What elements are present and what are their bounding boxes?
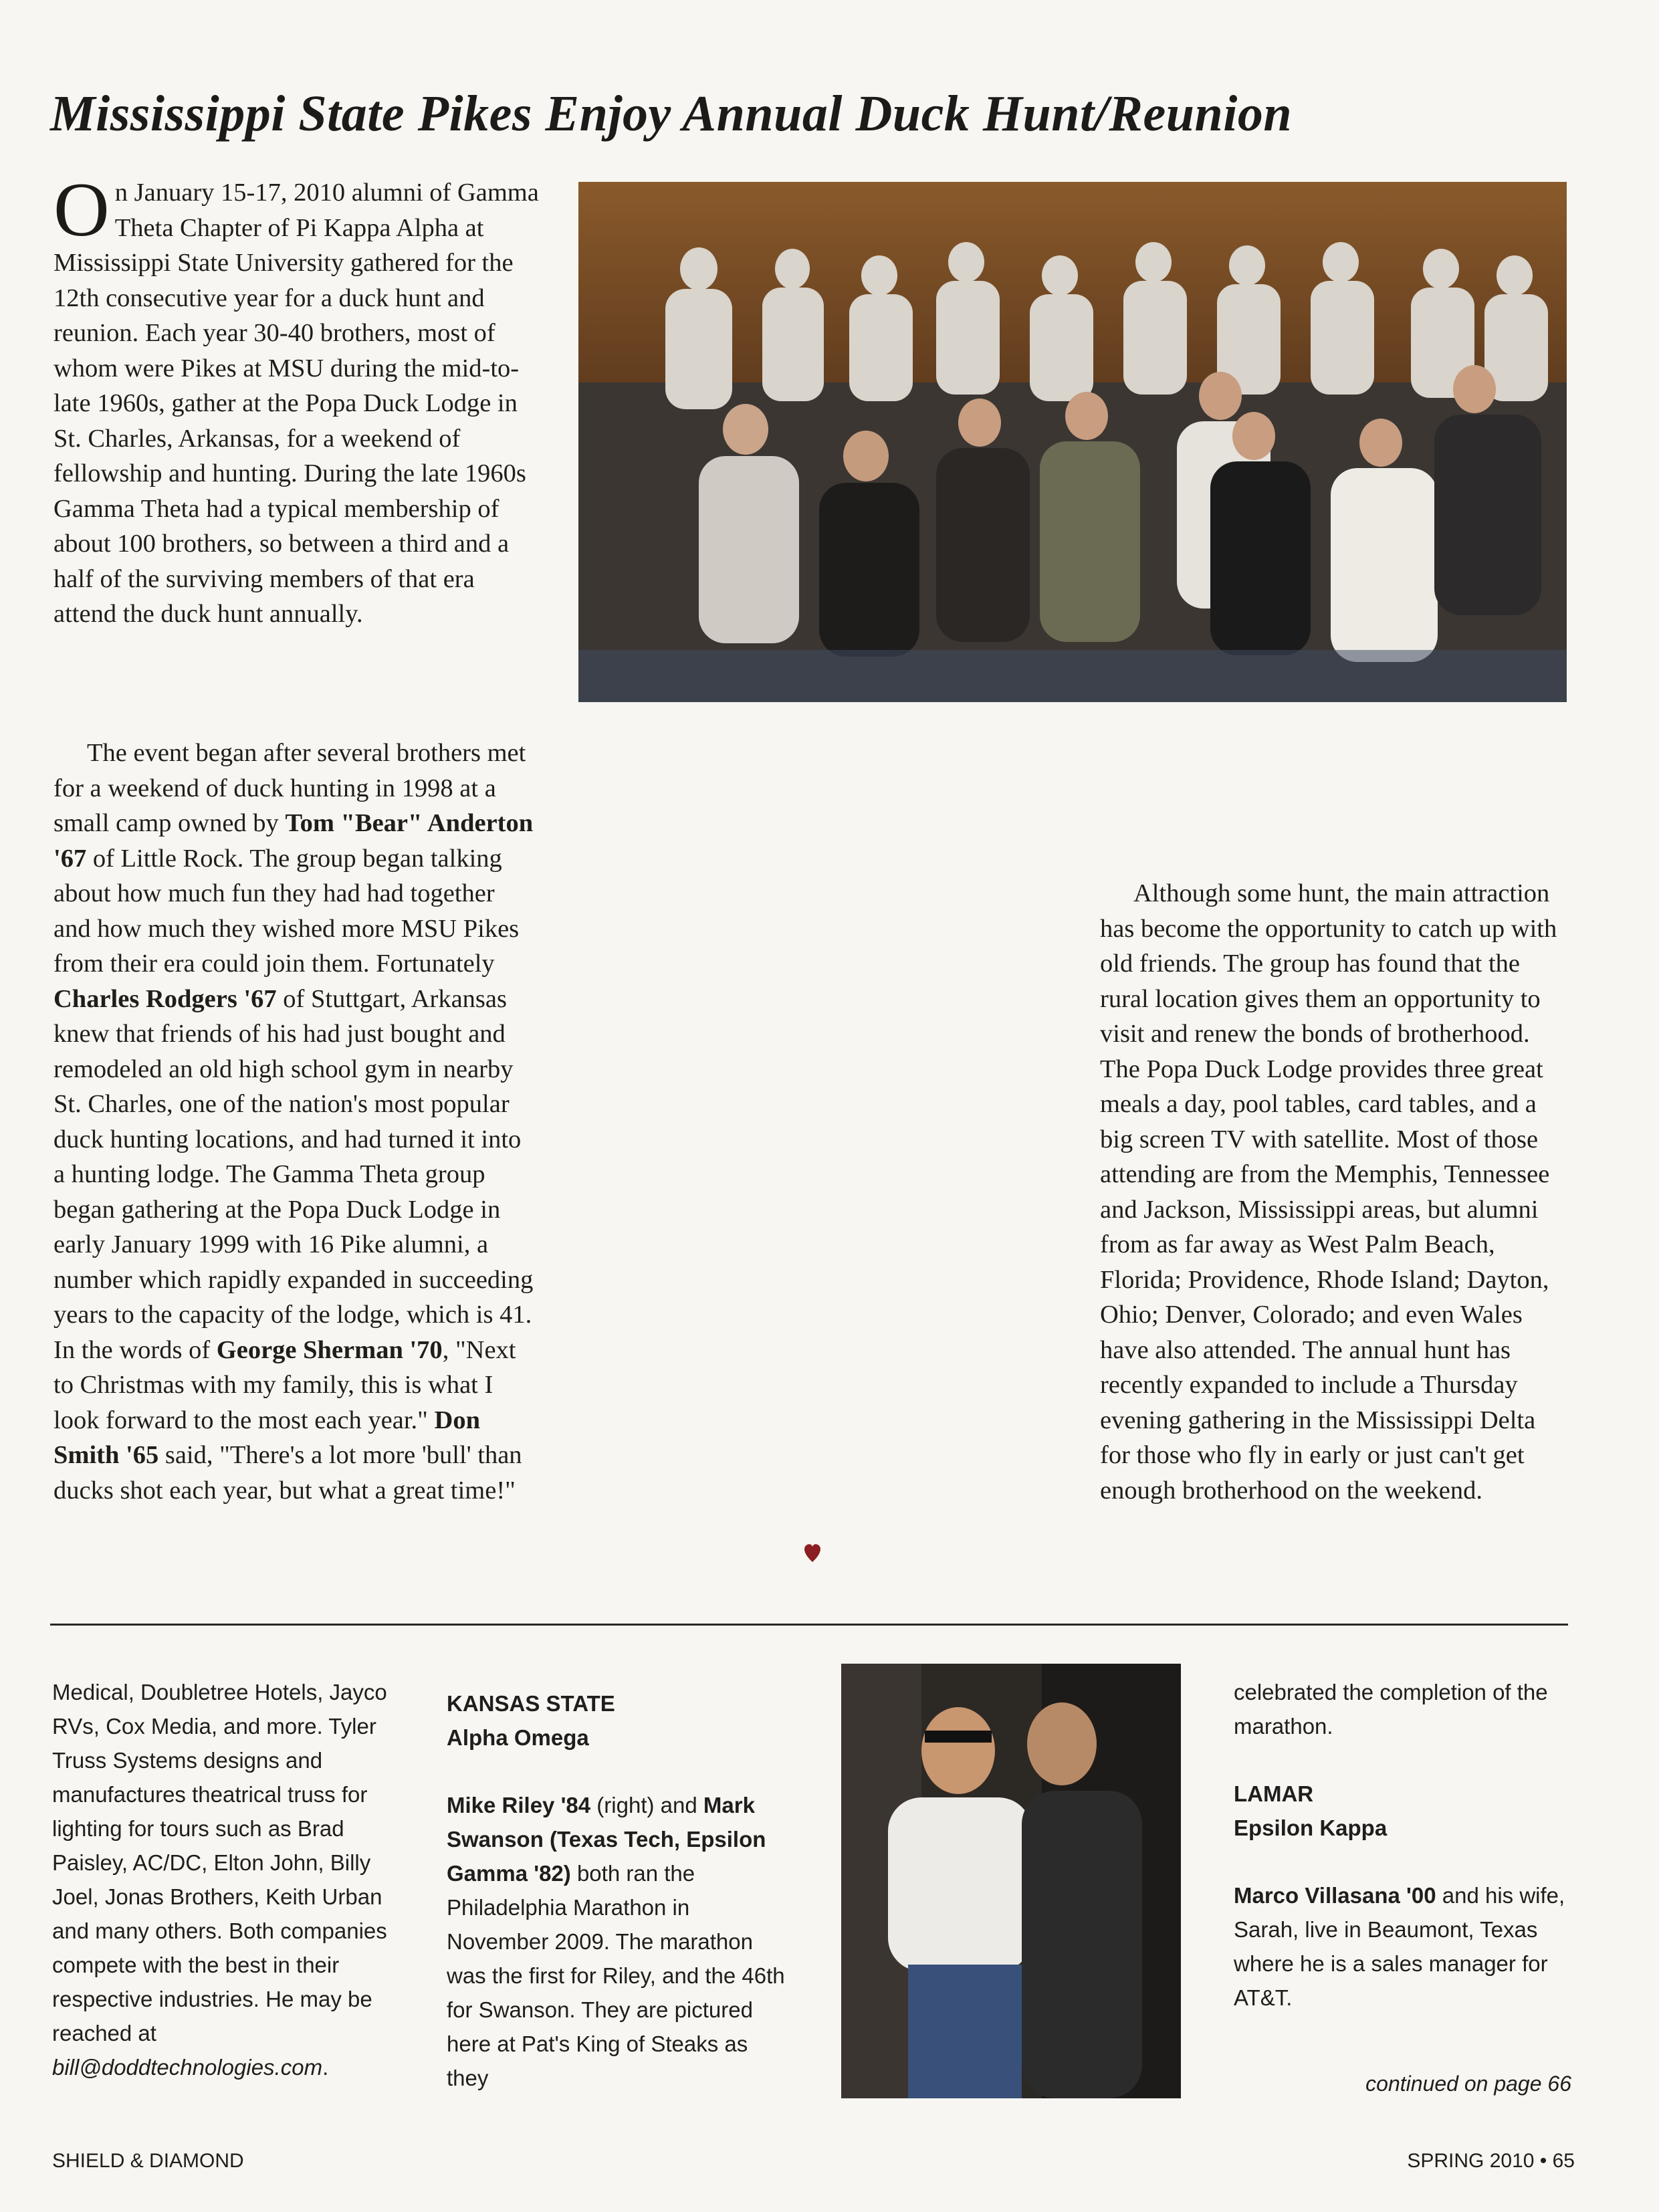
notes-column-4 — [1234, 1675, 1568, 2015]
kansas-text-1: (right) and — [590, 1793, 703, 1817]
p2-text-3: of Stuttgart, Arkansas knew that friends of his had just bought and remodeled an old high school gym in nearby St. Charles, one of the nation's most popular duck hunting locations, and had turned it into a hunting lodge. The Gamma Theta group began gathering at the Popa Duck Lodge in early January 1999 with 16 Pike alumni, a number which rapidly expanded in succeeding years to the capacity of the lodge, which is 41. In the words of — [53, 984, 534, 1364]
footer-publication: SHIELD & DIAMOND — [52, 2150, 244, 2172]
col4-top-text: celebrated the completion of the marathon. — [1234, 1680, 1548, 1739]
notes-col1-text: Medical, Doubletree Hotels, Jayco RVs, Cox Media, and more. Tyler Truss Systems designs and manufactures theatrical truss for lighting for tours such as Brad Paisley, AC/DC, Elton John, Billy Joel, Jonas Brothers, Keith Urban and many others. Both companies compete with the best in their respective industries. He may be reached at — [52, 1680, 387, 2045]
kansas-state-heading: KANSAS STATE — [447, 1691, 615, 1716]
name-tom-anderton: Tom "Bear" Anderton '67 — [53, 809, 534, 873]
body-column-3 — [1100, 876, 1568, 1508]
alpha-omega-heading: Alpha Omega — [447, 1725, 589, 1750]
name-charles-rodgers: Charles Rodgers '67 — [53, 984, 277, 1013]
name-mark-swanson: Mark Swanson (Texas Tech, Epsilon Gamma '82) — [447, 1793, 766, 1886]
p2-text-5: said, "There's a lot more 'bull' than ducks shot each year, but what a great time!" — [53, 1441, 522, 1505]
epsilon-kappa-heading: Epsilon Kappa — [1234, 1815, 1388, 1840]
end-mark-icon — [802, 1538, 822, 1563]
section-divider — [50, 1624, 1568, 1626]
footer-page-number: SPRING 2010 • 65 — [1407, 2150, 1575, 2172]
p2-text-2: of Little Rock. The group began talking about how much fun they had had together and how much they wished more MSU Pikes from their era could join them. Fortunately — [53, 844, 520, 978]
p2-text-4: , "Next to Christmas with my family, this is what I look forward to the most each year." — [53, 1335, 516, 1434]
kansas-text-2: both ran the Philadelphia Marathon in November 2009. The marathon was the first for Riley, and the 46th for Swanson. They are pictured here at Pat's King of Steaks as they — [447, 1861, 785, 2090]
intro-text: n January 15-17, 2010 alumni of Gamma Theta Chapter of Pi Kappa Alpha at Mississippi State University gathered for the 12th consecutive year for a duck hunt and reunion. Each year 30-40 brothers, most of whom were Pikes at MSU during the mid-to-late 1960s, gather at the Popa Duck Lodge in St. Charles, Arkansas, for a weekend of fellowship and hunting. During the late 1960s Gamma Theta had a typical membership of about 100 brothers, so between a third and a half of the surviving members of that era attend the duck hunt annually. — [53, 179, 539, 628]
name-don-smith: Don Smith '65 — [53, 1406, 480, 1469]
name-mike-riley: Mike Riley '84 — [447, 1793, 591, 1817]
notes-column-2 — [447, 1686, 794, 2095]
group-photo — [578, 182, 1567, 702]
drop-cap: O — [53, 167, 110, 253]
continued-note[interactable]: continued on page 66 — [1365, 2072, 1571, 2096]
notes-column-1 — [52, 1675, 413, 2084]
intro-paragraph — [53, 167, 542, 632]
name-george-sherman: George Sherman '70 — [216, 1335, 443, 1364]
article-title: Mississippi State Pikes Enjoy Annual Duck Hunt/Reunion — [50, 86, 1293, 142]
lamar-text: and his wife, Sarah, live in Beaumont, Texas where he is a sales manager for AT&T. — [1234, 1883, 1565, 2010]
marathon-photo — [841, 1664, 1181, 2098]
notes-col1-end: . — [322, 2055, 329, 2080]
body-column-1 — [53, 736, 535, 1508]
lamar-heading: LAMAR — [1234, 1781, 1314, 1806]
email-link[interactable]: bill@doddtechnologies.com — [52, 2055, 323, 2080]
name-marco-villasana: Marco Villasana '00 — [1234, 1883, 1436, 1908]
p4-text: Although some hunt, the main attraction has become the opportunity to catch up with old friends. The group has found that the rural location gives them an opportunity to visit and renew the bonds of brotherhood. The Popa Duck Lodge provides three great meals a day, pool tables, card tables, and a big screen TV with satellite. Most of those attending are from the Memphis, Tennessee and Jackson, Mississippi areas, but alumni from as far away as West Palm Beach, Florida; Providence, Rhode Island; Dayton, Ohio; Denver, Colorado; and even Wales have also attended. The annual hunt has recently expanded to include a Thursday evening gathering in the Mississippi Delta for those who fly in early or just can't get enough brotherhood on the weekend. — [1100, 879, 1557, 1505]
p2-text-1: The event began after several brothers met for a weekend of duck hunting in 1998 at a small camp owned by — [53, 739, 526, 837]
